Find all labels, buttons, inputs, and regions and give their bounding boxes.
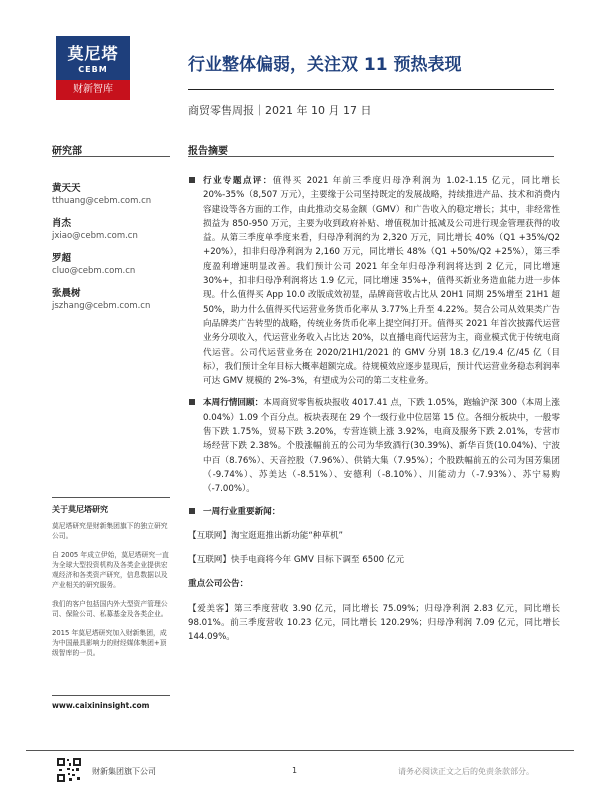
qr-code-icon bbox=[56, 757, 82, 783]
analyst-entry bbox=[52, 285, 177, 311]
logo-tagline: 财新智库 bbox=[56, 80, 130, 100]
about-paragraph: 我们的客户包括国内外大型资产管理公司、保险公司、私募基金及各类企业。 bbox=[52, 600, 168, 618]
right-heading-divider bbox=[188, 156, 554, 157]
industry-topic-paragraph bbox=[188, 174, 560, 388]
about-paragraph: 2015 年莫尼塔研究加入财新集团，成为中国最具影响力的财经媒体集团+顶级智库的一员。 bbox=[52, 629, 167, 657]
paragraph-label: 行业专题点评： bbox=[203, 176, 273, 186]
logo-top-block bbox=[56, 36, 130, 80]
weekly-news-heading-row bbox=[188, 505, 560, 519]
square-bullet-icon bbox=[189, 399, 195, 405]
research-dept-heading: 研究部 bbox=[52, 146, 82, 157]
paragraph-text: 值得买 2021 年前三季度归母净利润为 1.02-1.15 亿元，同比增长 20%-35%（8,507 万元），主要缘于公司坚持既定的发展战略，持续推进产品、技术和消费内容建设等各方面的工作，由此推动交易金额（GMV）和广告收入的稳定增长；其中，非经常性损益为 850-950 万元，主要为收到政府补贴、增值税加计抵减及公司进行现金管理获得的收益。从第三季度单季度来看，归母净利润约为 2,320 万元，同比增长 40%（Q1 +35%/Q2 +20%），扣非归母净利润为 2,160 万元，同比增长 48%（Q1 +50%/Q2 +25%），第三季度盈利增速明显改善。我们预计公司 2021 年全年归母净利润将达到 2 亿元，同比增速 30%+，扣非归母净利润将达 1.9 亿元，同比增速 35%+，值得买新业务造血能力进一步体现。什么值得买 App 10.0 改版成效初显，品牌商营收占比从 20H1 同期 25%增至 21H1 超 50%，助力什么值得买代运营业务货币化率从 3.77%上升至 4.22%。契合公司从效果类广告向品牌类广告转型的战略，传统业务货币化率上提空间打开。值得买 2021 年首次披露代运营业务分项收入，代运营业务收入占比达 20%，以直播电商代运营为主，商业模式优于传统电商代运营。公司代运营业务在 2020/21H1/2021 的 GMV 分别 18.3 亿/19.4 亿/45 亿（目标），我们预计全年目标大概率超额完成。待规模效应逐步显现后，预计代运营业务稳态利润率可达 GMV 规模的 2%-3%，有望成为公司的第二支柱业务。 bbox=[203, 176, 560, 387]
square-bullet-icon bbox=[189, 508, 195, 514]
title-divider bbox=[188, 89, 554, 90]
website-divider bbox=[52, 695, 170, 696]
footer-disclaimer: 请务必阅读正文之后的免责条款部分。 bbox=[398, 767, 534, 776]
about-title: 关于莫尼塔研究 bbox=[52, 497, 170, 515]
analyst-email[interactable]: jszhang@cebm.com.cn bbox=[52, 301, 151, 311]
analyst-entry bbox=[52, 215, 177, 241]
analyst-entry bbox=[52, 180, 177, 206]
analyst-name: 罗超 bbox=[52, 253, 72, 264]
left-heading-divider bbox=[52, 156, 170, 157]
website-link[interactable]: www.caixininsight.com bbox=[52, 701, 150, 710]
about-paragraph: 自 2005 年成立伊始，莫尼塔研究一直为全球大型投资机构及各类企业提供宏观经济和各类资产研究，信息数据以及产业相关的研究服务。 bbox=[52, 551, 169, 589]
paragraph-text: 本周商贸零售板块报收 4017.41 点，下跌 1.05%，跑输沪深 300（本周上涨 0.04%）1.09 个百分点。板块表现在 29 个一级行业中位居第 15 位。各细分板块中，一般零售下跌 1.75%，贸易下跌 3.20%，专营连锁上涨 3.92%，电商及服务下跌 2.01%，专营市场经营下跌 2.38%。个股涨幅前五的公司为华致酒行(30.39%)、新华百货(10.04%)、宁波中百（8.76%）、天音控股（7.96%）、供销大集（7.95%）；个股跌幅前五的公司为国芳集团（-9.74%）、苏美达（-8.51%）、安德利（-8.10%）、川能动力（-7.93%）、苏宁易购（-7.00%）。 bbox=[203, 398, 560, 495]
news-text: 快手电商将今年 GMV 目标下调至 6500 亿元 bbox=[230, 555, 405, 566]
logo-english-name: CEBM bbox=[78, 65, 108, 74]
about-paragraph: 莫尼塔研究是财新集团旗下的独立研究公司。 bbox=[52, 522, 168, 540]
analyst-name: 肖杰 bbox=[52, 218, 72, 229]
announcement-item bbox=[188, 602, 560, 645]
logo-chinese-name: 莫尼塔 bbox=[67, 44, 119, 63]
analyst-email[interactable]: tthuang@cebm.com.cn bbox=[52, 196, 152, 206]
news-text: 淘宝逛逛推出新功能“种草机” bbox=[230, 530, 344, 541]
company-logo bbox=[56, 36, 130, 100]
news-item bbox=[188, 553, 560, 567]
about-section bbox=[52, 497, 170, 667]
announcement-text: 第三季度营收 3.90 亿元，同比增长 75.09%；归母净利润 2.83 亿元，同比增长 98.01%。前三季度营收 10.23 亿元，同比增长 120.29%；归母净利润 7.09 亿元，同比增长 144.09%。 bbox=[188, 603, 560, 643]
report-title: 行业整体偏弱，关注双 11 预热表现 bbox=[188, 55, 462, 75]
report-summary-body bbox=[188, 174, 560, 651]
analyst-entry bbox=[52, 250, 177, 276]
news-tag: 【互联网】 bbox=[188, 530, 231, 541]
summary-heading: 报告摘要 bbox=[188, 146, 228, 157]
weekly-news-heading: 一周行业重要新闻： bbox=[203, 506, 281, 517]
weekly-market-paragraph bbox=[188, 396, 560, 496]
footer-company: 财新集团旗下公司 bbox=[92, 767, 156, 776]
announcement-tag: 【爱美客】 bbox=[188, 603, 234, 614]
square-bullet-icon bbox=[189, 177, 195, 183]
announcements-heading: 重点公司公告： bbox=[188, 579, 249, 590]
paragraph-label: 本周行情回顾： bbox=[203, 398, 264, 409]
analyst-email[interactable]: cluo@cebm.com.cn bbox=[52, 266, 136, 276]
footer-divider bbox=[26, 750, 574, 751]
page-number: 1 bbox=[292, 766, 298, 775]
analyst-email[interactable]: jxiao@cebm.com.cn bbox=[52, 231, 138, 241]
report-subtitle: 商贸零售周报｜2021 年 10 月 17 日 bbox=[188, 104, 372, 117]
analyst-name: 黄天天 bbox=[52, 183, 81, 194]
news-item bbox=[188, 529, 560, 543]
news-tag: 【互联网】 bbox=[188, 555, 231, 566]
analyst-name: 张晨树 bbox=[52, 288, 81, 299]
